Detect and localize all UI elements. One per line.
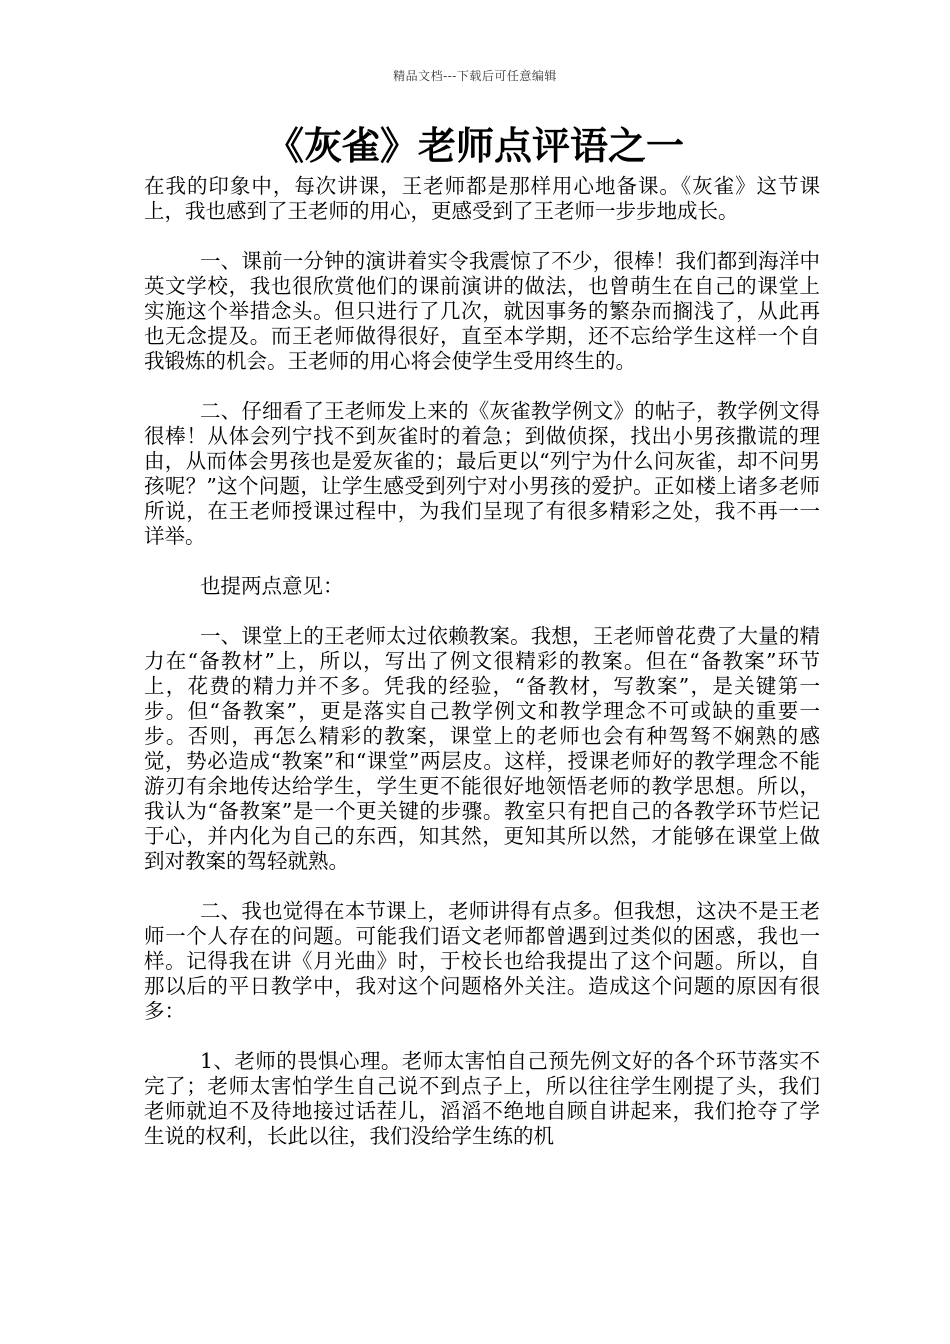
- document-title: 《灰雀》老师点评语之一: [265, 123, 684, 168]
- paragraph-point-2: 二、仔细看了王老师发上来的《灰雀教学例文》的帖子，教学例文得很棒！从体会列宁找不到灰雀时的着急；到做侦探，找出小男孩撒谎的理由，从而体会男孩也是爱灰雀的；最后更以“列宁为什么问灰雀，却不问男孩呢？”这个问题，让学生感受到列宁对小男孩的爱护。正如楼上诸多老师所说，在王老师授课过程中，为我们呈现了有很多精彩之处，我不再一一详举。: [144, 399, 820, 548]
- paragraph-suggestions-heading: 也提两点意见：: [200, 574, 344, 598]
- paragraph-point-1: 一、课前一分钟的演讲着实令我震惊了不少，很棒！我们都到海洋中英文学校，我也很欣赏他们的课前演讲的做法，也曾萌生在自己的课堂上实施这个举措念头。但只进行了几次，就因事务的繁杂而搁浅了，从此再也无念提及。而王老师做得很好，直至本学期，还不忘给学生这样一个自我锻炼的机会。王老师的用心将会使学生受用终生的。: [144, 249, 820, 373]
- paragraph-suggestion-2: 二、我也觉得在本节课上，老师讲得有点多。但我想，这决不是王老师一个人存在的问题。可能我们语文老师都曾遇到过类似的困惑，我也一样。记得我在讲《月光曲》时，于校长也给我提出了这个问题。所以，自那以后的平日教学中，我对这个问题格外关注。造成这个问题的原因有很多：: [144, 899, 820, 1023]
- page-header-note: 精品文档---下载后可任意编辑: [393, 69, 557, 83]
- paragraph-intro: 在我的印象中，每次讲课，王老师都是那样用心地备课。《灰雀》这节课上，我也感到了王老师的用心，更感受到了王老师一步步地成长。: [144, 174, 820, 223]
- paragraph-reason-1: 1、老师的畏惧心理。老师太害怕自己预先例文好的各个环节落实不完了；老师太害怕学生自己说不到点子上，所以往往学生刚提了头，我们老师就迫不及待地接过话茬儿，滔滔不绝地自顾自讲起来，我们抢夺了学生说的权利，长此以往，我们没给学生练的机: [144, 1049, 820, 1148]
- paragraph-suggestion-1: 一、课堂上的王老师太过依赖教案。我想，王老师曾花费了大量的精力在“备教材”上，所以，写出了例文很精彩的教案。但在“备教案”环节上，花费的精力并不多。凭我的经验，“备教材，写教案”，是关键第一步。但“备教案”，更是落实自己教学例文和教学理念不可或缺的重要一步。否则，再怎么精彩的教案，课堂上的老师也会有种驾驽不娴熟的感觉，势必造成“教案”和“课堂”两层皮。这样，授课老师好的教学理念不能游刃有余地传达给学生，学生更不能很好地领悟老师的教学思想。所以，我认为“备教案”是一个更关键的步骤。教室只有把自己的各教学环节烂记于心，并内化为自己的东西，知其然，更知其所以然，才能够在课堂上做到对教案的驾轻就熟。: [144, 624, 820, 873]
- document-body: [144, 174, 820, 1149]
